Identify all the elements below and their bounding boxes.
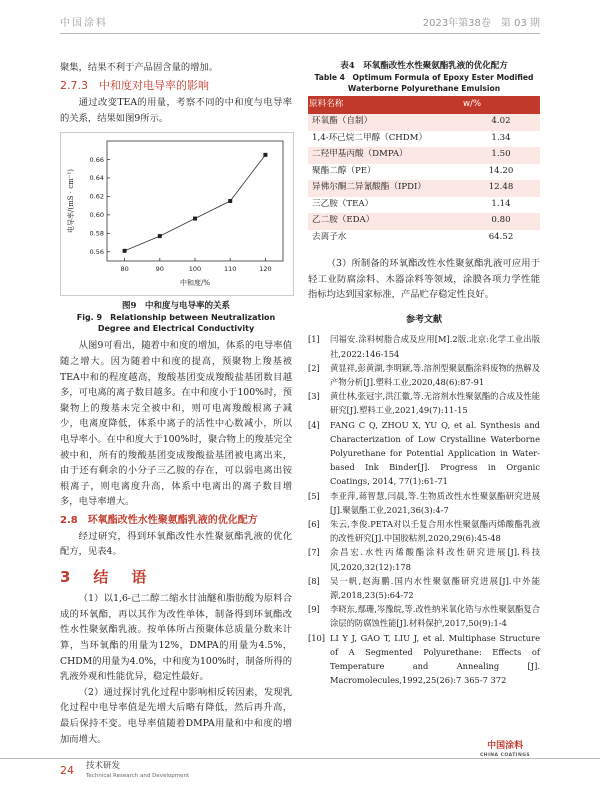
section-3-heading: 3 结 语: [60, 567, 151, 586]
x-tick-label: 120: [259, 265, 272, 274]
data-point: [193, 217, 197, 221]
reference-text: 闫福安.涂料树脂合成及应用[M].2版.北京:化学工业出版社,2022:146-154: [330, 334, 540, 359]
table-cell: 0.80: [462, 213, 540, 230]
figure-9-caption-en: Fig. 9 Relationship between Neutralization Degree and Electrical Conductivity: [76, 313, 276, 334]
reference-text: 黄仕林,张冠宇,洪江徽,等.无溶剂水性聚氨酯的合成及性能研究[J].塑料工业,2021,49(7):11-15: [330, 391, 540, 416]
table-cell: 14.20: [462, 164, 540, 181]
reference-item: [6] 朱云,李俊.PETA对以壬复合用水性聚氨酯丙烯酸酯乳液的改性研究[J].中国胶粘剂,2020,29(6):45-48: [308, 517, 540, 545]
data-point: [228, 199, 232, 203]
reference-item: [3] 黄仕林,张冠宇,洪江徽,等.无溶剂水性聚氨酯的合成及性能研究[J].塑料工业,2021,49(7):11-15: [308, 389, 540, 417]
table-4-caption: 表4 环氧酯改性水性聚氨酯乳液的优化配方: [340, 61, 508, 71]
y-tick-label: 0.64: [89, 174, 104, 183]
logo-text: 中国涂料: [487, 741, 524, 751]
references-heading: 参考文献: [405, 314, 442, 325]
x-axis-label: 中和度/%: [179, 279, 211, 288]
data-point: [263, 153, 267, 157]
table-4: [308, 96, 540, 246]
reference-item: [4] FANG C Q, ZHOU X, YU Q, et al. Synthesis and Characterization of Low Crystalline Waterborne Polyurethane for Potential Application in Water-based Ink Binder[J]. Progress in Organic Coatings, 2014, 77(1):61-71: [308, 418, 540, 489]
table-cell: 1.50: [462, 147, 540, 164]
data-point: [158, 234, 162, 238]
figure-9-chart: [60, 132, 294, 296]
logo-subtext: CHINA COATINGS: [480, 753, 531, 758]
left-column: [60, 60, 292, 747]
reference-item: [7] 余昌宏.水性丙烯酸酯涂料改性研究进展[J].科技风,2020,32(12):178: [308, 545, 540, 573]
table-cell: 环氧酯（自制）: [308, 114, 462, 131]
paragraph: 聚集，结果不利于产品固含量的增加。: [60, 62, 219, 73]
table-header: 原料名称: [308, 96, 462, 114]
table-cell: 乙二胺（EDA）: [308, 213, 462, 230]
table-row: [308, 131, 540, 148]
table-row: [308, 164, 540, 181]
reference-text: LI Y J, GAO T, LIU J, et al. Multiphase Structure of A Segmented Polyurethane: Effects of Temperature and Annealing [J]. Macromolecules,1992,25(26):7 365-7 372: [330, 632, 540, 686]
reference-text: 李晓东,鄢珊,岑豫皖,等.改性纳米氧化锆与水性聚氨酯复合涂层的防腐蚀性能[J].材料保护,2017,50(9):1-4: [330, 604, 540, 629]
footer-divider: [0, 758, 600, 759]
x-tick-label: 110: [223, 265, 237, 274]
reference-text: FANG C Q, ZHOU X, YU Q, et al. Synthesis and Characterization of Low Crystalline Waterborne Polyurethane for Potential Application in Water-based Ink Binder[J]. Progress in Organic Coatings, 2014, 77(1):61-71: [330, 419, 540, 487]
data-point: [123, 249, 127, 253]
paragraph: （2）通过探讨乳化过程中影响相反转因素，发现乳化过程中电导率值是先增大后略有降低，然后再升高，最后保持不变。电导率值随着DMPA用量和中和度的增加而增大。: [60, 686, 292, 745]
table-cell: 三乙胺（TEA）: [308, 197, 462, 214]
table-cell: 1.34: [462, 131, 540, 148]
column-label-en: Technical Research and Development: [86, 773, 190, 779]
right-column: [308, 60, 540, 687]
reference-list: [308, 332, 540, 687]
table-cell: 去离子水: [308, 230, 462, 247]
y-tick-label: 0.56: [89, 248, 104, 257]
reference-item: [9] 李晓东,鄢珊,岑豫皖,等.改性纳米氧化锆与水性聚氨酯复合涂层的防腐蚀性能[J].材料保护,2017,50(9):1-4: [308, 602, 540, 630]
section-2-8-heading: 2.8 环氧酯改性水性聚氨酯乳液的优化配方: [60, 514, 258, 526]
y-tick-label: 0.66: [89, 156, 104, 165]
reference-text: 余昌宏.水性丙烯酸酯涂料改性研究进展[J].科技风,2020,32(12):178: [330, 547, 540, 572]
paragraph: 经过研究，得到环氧酯改性水性聚氨酯乳液的优化配方，见表4。: [60, 530, 292, 558]
table-cell: 1,4-环己烷二甲醇（CHDM）: [308, 131, 462, 148]
reference-item: [1] 闫福安.涂料树脂合成及应用[M].2版.北京:化学工业出版社,2022:146-154: [308, 332, 540, 360]
reference-item: [10] LI Y J, GAO T, LIU J, et al. Multiphase Structure of A Segmented Polyurethane: Effects of Temperature and Annealing [J]. Macromolecules,1992,25(26):7 365-7 372: [308, 631, 540, 688]
paragraph: 通过改变TEA的用量，考察不同的中和度与电导率的关系，结果如图9所示。: [60, 97, 292, 124]
journal-name: 中国涂料: [60, 18, 108, 29]
table-row: [308, 147, 540, 164]
table-row: [308, 197, 540, 214]
paragraph: （1）以1,6-己二醇二缩水甘油醚和脂肪酸为原料合成的环氧酯，再以其作为改性单体，制备得到环氧酯改性水性聚氨酯乳液。按单体所占预聚体总质量分数来计算，当环氧酯的用量为12%，DMPA的用量为4.5%，CHDM的用量为4.0%，中和度为100%时，制备所得的乳液外观和性能优异，稳定性最好。: [60, 593, 292, 683]
reference-item: [5] 李亚萍,蒋智慧,闫晨,等.生物质改性水性聚氨酯研究进展[J].聚氨酯工业,2021,36(3):4-7: [308, 489, 540, 517]
paragraph: 从图9可看出，随着中和度的增加，体系的电导率值随之增大。因为随着中和度的提高，预聚物上羧基被TEA中和的程度越高，羧酸基团变成羧酸盐基团数目越多，可电离的离子数目越多。在中和度小于100%时，预聚物上的羧基未完全被中和，则可电离羧酸根离子减少，电离度降低，体系中离子的活性中心数减小，所以电导率小。在中和度大于100%时，聚合物上的羧基完全被中和，所有的羧酸基团变成羧酸盐基团被电离出来，由于还有剩余的小分子三乙胺的存在，可以弱电离出铵根离子，则电离度升高，体系中电离出的离子数目增多，电导率增大。: [60, 340, 292, 508]
section-2-7-3-heading: 2.7.3 中和度对电导率的影响: [60, 78, 209, 92]
series-line: [125, 155, 266, 251]
column-label: [86, 761, 189, 781]
table-cell: 12.48: [462, 180, 540, 197]
figure-9-caption: 图9 中和度与电导率的关系: [122, 301, 230, 312]
table-row: [308, 213, 540, 230]
header-divider: [60, 33, 540, 34]
reference-text: 黄显祥,彭黄湖,李明颖,等.溶剂型聚氨酯涂料废物的热解及产物分析[J].塑料工业,2020,48(6):87-91: [330, 362, 540, 387]
table-row: [308, 180, 540, 197]
y-axis-label: 电导率/(mS · cm⁻¹): [67, 169, 75, 234]
table-4-caption-en: Table 4 Optimum Formula of Epoxy Ester Modified Waterborne Polyurethane Emulsion: [314, 73, 534, 93]
paragraph: （3）所制备的环氧酯改性水性聚氨酯乳液可应用于轻工业防腐涂料、木器涂料等领域，涂膜各项力学性能指标均达到国家标准，产品贮存稳定性良好。: [308, 258, 540, 301]
line-chart: [61, 133, 293, 295]
reference-text: 李亚萍,蒋智慧,闫晨,等.生物质改性水性聚氨酯研究进展[J].聚氨酯工业,2021,36(3):4-7: [330, 490, 540, 515]
issue-info: 2023年第38卷 第 03 期: [422, 18, 540, 29]
y-tick-label: 0.58: [89, 229, 104, 238]
table-cell: 二羟甲基丙酸（DMPA）: [308, 147, 462, 164]
table-row: [308, 114, 540, 131]
y-tick-label: 0.62: [89, 193, 104, 202]
reference-item: [2] 黄显祥,彭黄湖,李明颖,等.溶剂型聚氨酯涂料废物的热解及产物分析[J].塑料工业,2020,48(6):87-91: [308, 361, 540, 389]
table-cell: 4.02: [462, 114, 540, 131]
table-cell: 异佛尔酮二异氰酸酯（IPDI）: [308, 180, 462, 197]
table-cell: 64.52: [462, 230, 540, 247]
table-cell: 聚酯二醇（PE）: [308, 164, 462, 181]
y-tick-label: 0.60: [89, 211, 104, 220]
plot-frame: [107, 141, 283, 261]
table-cell: 1.14: [462, 197, 540, 214]
column-label-cn: 技术研发: [86, 761, 121, 771]
reference-text: 吴一帆,赵海鹏.国内水性聚氨酯研究进展[J].中外能源,2018,23(5):64-72: [330, 575, 540, 601]
x-tick-label: 90: [155, 265, 164, 274]
x-tick-label: 80: [120, 265, 129, 274]
reference-item: [8] 吴一帆,赵海鹏.国内水性聚氨酯研究进展[J].中外能源,2018,23(5):64-72: [308, 574, 540, 602]
table-header: w/%: [462, 96, 540, 114]
reference-text: 朱云,李俊.PETA对以壬复合用水性聚氨酯丙烯酸酯乳液的改性研究[J].中国胶粘剂,2020,29(6):45-48: [330, 519, 540, 544]
x-tick-label: 100: [188, 265, 202, 274]
table-row: [308, 230, 540, 247]
page-number: 24: [60, 764, 74, 777]
